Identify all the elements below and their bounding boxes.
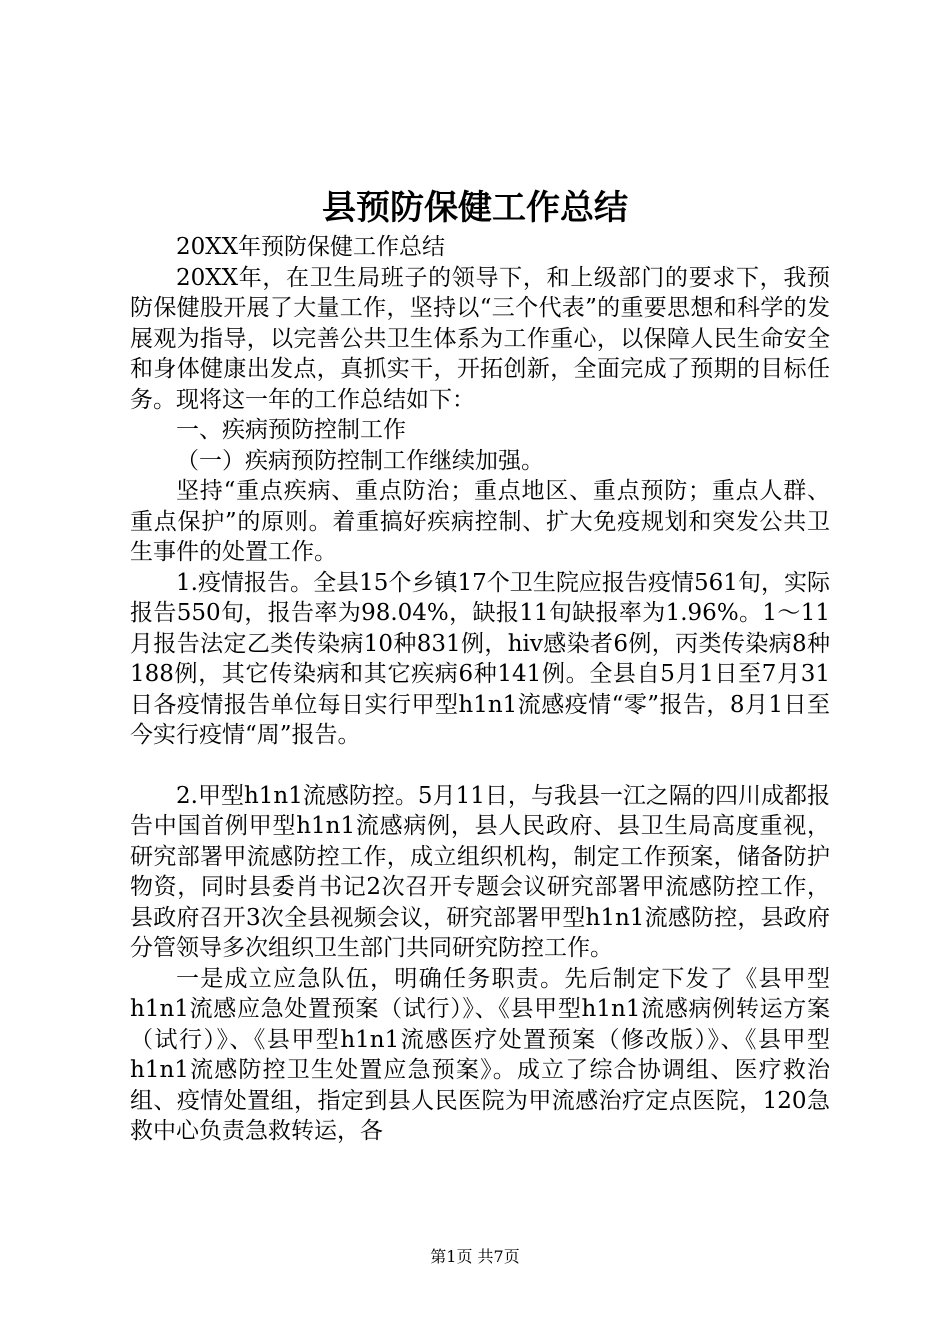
- intro-paragraph: 20XX年，在卫生局班子的领导下，和上级部门的要求下，我预防保健股开展了大量工作，坚持以“三个代表”的重要思想和科学的发展观为指导，以完善公共卫生体系为工作重心，以保障人民生命安全和身体健康出发点，真抓实干，开拓创新，全面完成了预期的目标任务。现将这一年的工作总结如下：: [130, 264, 830, 413]
- principle-paragraph: 坚持“重点疾病、重点防治；重点地区、重点预防；重点人群、重点保护”的原则。着重搞好疾病控制、扩大免疫规划和突发公共卫生事件的处置工作。: [130, 478, 830, 565]
- epidemic-report-paragraph: 1.疫情报告。全县15个乡镇17个卫生院应报告疫情561旬，实际报告550旬，报告率为98.04%，缺报11旬缺报率为1.96%。1～11月报告法定乙类传染病10种831例，hiv感染者6例，丙类传染病8种188例，其它传染病和其它疾病6种141例。全县自5月1日至7月31日各疫情报告单位每日实行甲型h1n1流感疫情“零”报告，8月1日至今实行疫情“周”报告。: [130, 569, 830, 748]
- page-footer: 第1页 共7页: [430, 1247, 520, 1266]
- h1n1-control-paragraph: 2.甲型h1n1流感防控。5月11日，与我县一江之隔的四川成都报告中国首例甲型h1n1流感病例，县人民政府、县卫生局高度重视，研究部署甲流感防控工作，成立组织机构，制定工作预案，储备防护物资，同时县委肖书记2次召开专题会议研究部署甲流感防控工作，县政府召开3次全县视频会议，研究部署甲型h1n1流感防控，县政府分管领导多次组织卫生部门共同研究防控工作。: [130, 782, 830, 961]
- subsection-heading: （一）疾病预防控制工作继续加强。: [176, 447, 544, 474]
- document-body: [130, 232, 830, 1147]
- subtitle-paragraph: 20XX年预防保健工作总结: [176, 234, 446, 260]
- emergency-team-paragraph: 一是成立应急队伍，明确任务职责。先后制定下发了《县甲型h1n1流感应急处置预案（试行）》、《县甲型h1n1流感病例转运方案（试行）》、《县甲型h1n1流感医疗处置预案（修改版）》、《县甲型h1n1流感防控卫生处置应急预案》。成立了综合协调组、医疗救治组、疫情处置组，指定到县人民医院为甲流感治疗定点医院，120急救中心负责急救转运，各: [130, 965, 830, 1144]
- section-heading: 一、疾病预防控制工作: [176, 417, 406, 443]
- document-title: 县预防保健工作总结: [322, 188, 628, 228]
